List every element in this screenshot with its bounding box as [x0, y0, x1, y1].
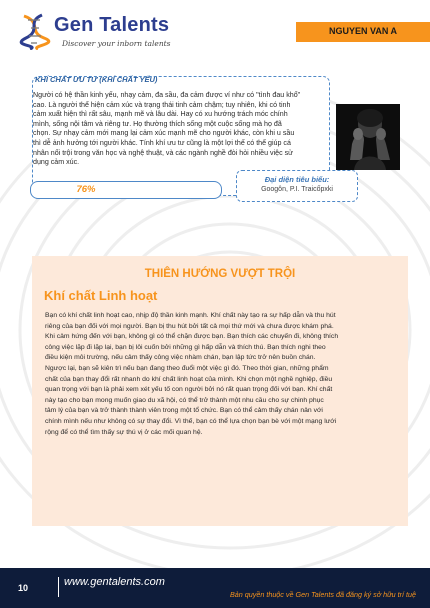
temperament-line: chính mình nếu như không có sự thay đổi. Vì thế, bạn có thể lựa chọn bạn bè với một mạng lưới: [45, 417, 337, 425]
section-title: THIÊN HƯỚNG VƯỢT TRỘI: [144, 268, 296, 280]
trait-line: dụng cảm xúc.: [33, 158, 80, 167]
temperament-line: chất của bạn thay đổi rất nhanh do khí chất linh hoạt của mình. Khi chọn một nghề nghiệp, điều: [45, 375, 333, 383]
trait-line: cao. Là người thể hiện cảm xúc và trạng thái tinh cảm chậm; tuy nhiên, khi có tinh: [33, 100, 291, 109]
representatives-label: Đại diện tiêu biểu:: [264, 175, 330, 184]
temperament-line: tâm lý của bạn và trở thành thành viên trong một tổ chức. Bạn có thể cảm thấy chán nản với: [45, 407, 323, 415]
trait-description: [33, 91, 323, 168]
trait-line: cảm xuất hiện thì rất sâu, mạnh mẽ và lâu dài. Hay có xu hướng trách móc chính: [33, 110, 288, 119]
brand-tagline: Discover your inborn talents: [62, 39, 171, 48]
copyright-notice: Bản quyền thuộc về Gen Talents đã đăng ký sở hữu trí tuệ: [229, 590, 416, 599]
melancholic-person-photo: [336, 104, 400, 170]
temperament-line: điều kiện môi trường, nếu cảm thấy công việc nhàm chán, bạn lập tức trở nên buồn chán.: [45, 354, 316, 362]
page-number: 10: [18, 583, 29, 593]
temperament-description: [45, 311, 401, 438]
temperament-line: rộng để có thể tìm thấy sự thú vị ở các mối quan hệ.: [45, 428, 203, 436]
representatives-names: Googôn, P.I. Traicốpxki: [261, 186, 333, 193]
temperament-line: riêng của bạn đối với mọi người. Bạn bị thu hút bởi tất cả mọi thứ mới và chưa được khám phá.: [45, 322, 334, 330]
outstanding-tendency-panel: [32, 256, 408, 526]
trait-line: mình, sống nội tâm và riêng tư. Họ thường thích sống một cuộc sống mà họ đã: [33, 119, 282, 128]
trait-line: chọn. Sự nhạy cảm mới mang lại cảm xúc mạnh mẽ cho người khác, còn khi u sầu: [33, 129, 295, 138]
footer-divider: [58, 577, 59, 597]
temperament-line: Ngược lại, bạn sẽ kiên trì nếu bạn đang theo đuổi một việc gì đó. Theo thời gian, những phẩm: [45, 364, 329, 372]
temperament-title: Khí chất Linh hoạt: [44, 288, 158, 303]
temperament-line: quan trọng với bạn là phải xem xét yếu tố con người bởi nó rất quan trọng đối với bạn. Khí chất: [45, 386, 333, 394]
temperament-line: Bạn có khí chất linh hoạt cao, nhịp độ thần kinh mạnh. Khí chất này tạo ra sự hấp dẫn và thu hút: [45, 312, 336, 319]
trait-heading: KHÍ CHẤT ƯU TƯ (KHÍ CHẤT YẾU): [35, 75, 158, 84]
page-footer: [0, 568, 430, 608]
person-name: NGUYEN VAN A: [328, 26, 397, 36]
trait-line: thì dễ ảnh hưởng tới người khác. Tính khí ưu tư cũng là một lợi thế có thể giúp cá: [33, 138, 291, 147]
dna-helix-icon: [18, 12, 52, 50]
brand-name: Gen Talents: [54, 14, 170, 36]
website-link[interactable]: www.gentalents.com: [64, 576, 165, 588]
trait-percentage-pill: [30, 181, 222, 199]
trait-line: Người có hệ thần kinh yếu, nhạy cảm, đa sầu, đa cảm được ví như có "tình đau khổ": [33, 91, 301, 99]
trait-line: nhân nổi trội trong văn học và nghệ thuật, và các ngành nghề đòi hỏi nhiều việc sử: [33, 148, 293, 157]
representatives-box: [236, 170, 358, 202]
temperament-line: này tạo cho bạn mong muốn giao du xã hội, có thể trở thành một nhu cầu cho sự chinh phục: [45, 396, 324, 404]
gen-talents-logo: [18, 10, 178, 54]
temperament-line: Khi cảm hứng đến với bạn, không gì có thể chặn được bạn. Bạn thích các chuyến đi, không thích: [45, 333, 339, 341]
trait-percentage: 76%: [76, 184, 96, 195]
person-name-bar: [296, 22, 430, 42]
temperament-line: công việc lặp đi lặp lại, bạn bị lôi cuốn bởi những gì hấp dẫn và thích thú. Bạn thích nghi theo: [45, 343, 326, 351]
